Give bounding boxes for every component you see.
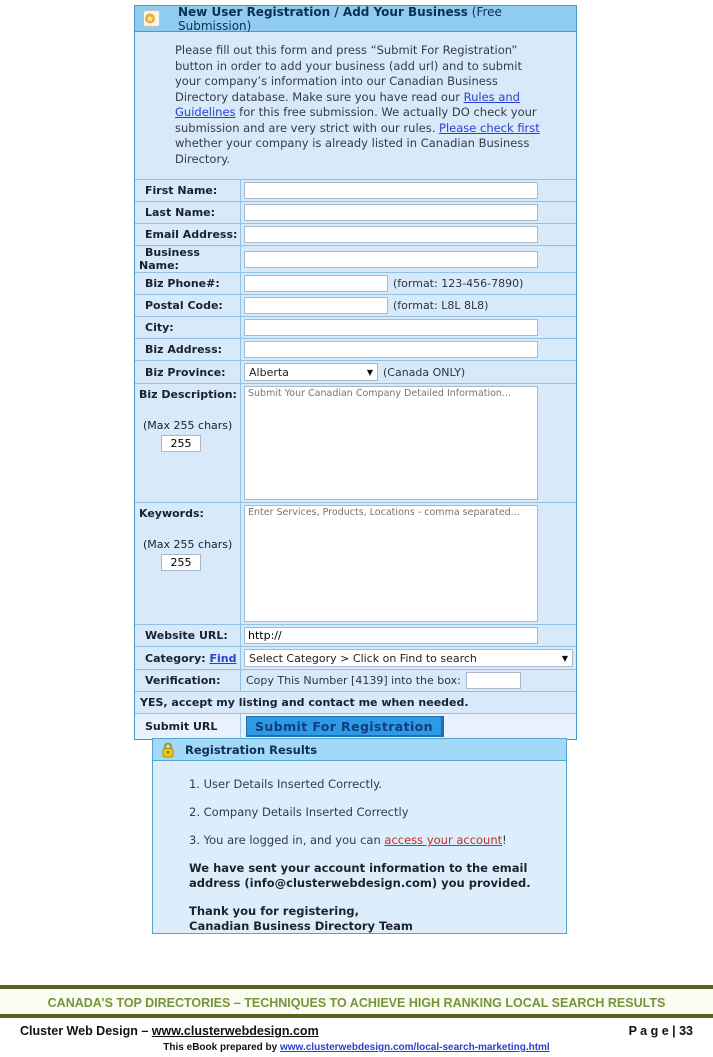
form-title-suffix: (Free Submission) xyxy=(178,4,502,33)
canada-only-note: (Canada ONLY) xyxy=(383,365,466,379)
keywords-label: Keywords: (Max 255 chars) 255 xyxy=(135,503,241,624)
postal-format-note: (format: L8L 8L8) xyxy=(393,299,489,312)
email-input[interactable] xyxy=(244,226,538,243)
access-your-account-link[interactable]: access your account xyxy=(384,833,503,847)
footer-note xyxy=(0,1042,713,1053)
rules-and-guidelines-link[interactable]: Rules and Guidelines xyxy=(175,89,520,119)
submit-url-label: Submit URL xyxy=(135,714,241,739)
keywords-max-note: (Max 255 chars) xyxy=(143,538,233,551)
form-title-main: New User Registration / Add Your Business xyxy=(178,4,468,19)
thanks-line-2: Canadian Business Directory Team xyxy=(189,919,413,933)
form-row-biz-phone xyxy=(135,272,576,294)
category-select[interactable] xyxy=(244,649,573,667)
category-selected-value: Select Category > Click on Find to search xyxy=(249,651,477,665)
form-row-email xyxy=(135,223,576,245)
form-row-business-name xyxy=(135,245,576,272)
form-row-website-url xyxy=(135,624,576,646)
registration-results-panel xyxy=(152,738,567,934)
province-selected-value: Alberta xyxy=(249,365,289,379)
form-row-first-name xyxy=(135,179,576,201)
form-row-postal-code xyxy=(135,294,576,316)
biz-phone-input[interactable] xyxy=(244,275,388,292)
intro-part-3: whether your company is already listed in Canadian Business Directory. xyxy=(175,136,530,166)
business-name-label: Business Name: xyxy=(135,246,241,272)
registration-form xyxy=(134,5,577,740)
result-item-1: 1. User Details Inserted Correctly. xyxy=(189,777,383,791)
intro-part-2: for this free submission. We actually DO check your submission and are very strict with our rules. xyxy=(175,105,537,135)
postal-code-input[interactable] xyxy=(244,297,388,314)
form-row-category xyxy=(135,646,576,669)
form-row-last-name xyxy=(135,201,576,223)
padlock-icon xyxy=(161,742,175,758)
results-body xyxy=(153,761,566,934)
biz-description-textarea[interactable] xyxy=(244,386,538,500)
business-name-input[interactable] xyxy=(244,251,538,268)
form-row-submit xyxy=(135,713,576,739)
footer-heading: CANADA’S TOP DIRECTORIES – TECHNIQUES TO ACHIEVE HIGH RANKING LOCAL SEARCH RESULTS xyxy=(47,996,666,1010)
biz-address-label: Biz Address: xyxy=(135,339,241,360)
local-search-marketing-link[interactable]: www.clusterwebdesign.com/local-search-marketing.html xyxy=(280,1042,550,1053)
page-number: P a g e | 33 xyxy=(628,1024,693,1038)
chevron-down-icon: ▼ xyxy=(561,653,568,663)
first-name-input[interactable] xyxy=(244,182,538,199)
thanks-message xyxy=(189,904,548,934)
verification-input[interactable] xyxy=(466,672,521,689)
postal-code-label: Postal Code: xyxy=(135,295,241,316)
footer-heading-band xyxy=(0,985,713,1018)
website-url-label: Website URL: xyxy=(135,625,241,646)
phone-format-note: (format: 123-456-7890) xyxy=(393,277,524,290)
form-row-verification xyxy=(135,669,576,691)
form-row-city xyxy=(135,316,576,338)
new-star-icon xyxy=(143,10,160,27)
province-select[interactable] xyxy=(244,363,378,381)
description-max-note: (Max 255 chars) xyxy=(143,419,233,432)
category-label: Category: Find xyxy=(135,647,241,669)
biz-address-input[interactable] xyxy=(244,341,538,358)
intro-part-1: Please fill out this form and press “Submit For Registration” button in order to add your business (add url) and to submit your company’s information into our Canadian Business Directory database. Make sure you have read our xyxy=(175,43,522,104)
biz-description-label: Biz Description: (Max 255 chars) 255 xyxy=(135,384,241,502)
results-header xyxy=(153,739,566,761)
find-category-link[interactable]: Find xyxy=(209,651,237,665)
form-row-biz-address xyxy=(135,338,576,360)
result-item-3-text: 3. You are logged in, and you can xyxy=(189,833,385,847)
keywords-textarea[interactable] xyxy=(244,505,538,622)
clusterwebdesign-link[interactable]: www.clusterwebdesign.com xyxy=(151,1024,319,1038)
city-label: City: xyxy=(135,317,241,338)
verification-label: Verification: xyxy=(135,670,241,691)
biz-province-label: Biz Province: xyxy=(135,361,241,383)
footer-note-text: This eBook prepared by xyxy=(163,1042,280,1053)
chevron-down-icon: ▼ xyxy=(366,367,373,377)
biz-phone-label: Biz Phone#: xyxy=(135,273,241,294)
results-title: Registration Results xyxy=(185,742,318,757)
first-name-label: First Name: xyxy=(135,180,241,201)
footer-author xyxy=(20,1024,319,1038)
footer-author-text: Cluster Web Design – xyxy=(20,1024,152,1038)
result-item-3 xyxy=(189,833,548,847)
form-row-biz-description xyxy=(135,383,576,502)
last-name-input[interactable] xyxy=(244,204,538,221)
check-first-link[interactable]: Please check first xyxy=(439,120,540,135)
result-item-2: 2. Company Details Inserted Correctly xyxy=(189,805,409,819)
result-item-3-suffix: ! xyxy=(502,833,507,847)
form-title xyxy=(178,5,568,33)
description-char-counter[interactable] xyxy=(161,435,201,452)
submit-for-registration-button[interactable]: Submit For Registration xyxy=(246,716,444,737)
verification-instruction: Copy This Number [4139] into the box: xyxy=(246,674,461,687)
last-name-label: Last Name: xyxy=(135,202,241,223)
website-url-input[interactable] xyxy=(244,627,538,644)
email-confirmation-note: We have sent your account information to the email address (info@clusterwebdesign.com) you provided. xyxy=(189,861,531,890)
form-header xyxy=(135,6,576,32)
consent-statement: YES, accept my listing and contact me when needed. xyxy=(140,696,469,709)
footer-info-row xyxy=(20,1024,693,1038)
form-row-keywords xyxy=(135,502,576,624)
email-label: Email Address: xyxy=(135,224,241,245)
thanks-line-1: Thank you for registering, xyxy=(189,904,359,918)
form-row-consent xyxy=(135,691,576,713)
city-input[interactable] xyxy=(244,319,538,336)
keywords-char-counter[interactable] xyxy=(161,554,201,571)
form-row-biz-province xyxy=(135,360,576,383)
form-intro-text xyxy=(135,32,576,179)
